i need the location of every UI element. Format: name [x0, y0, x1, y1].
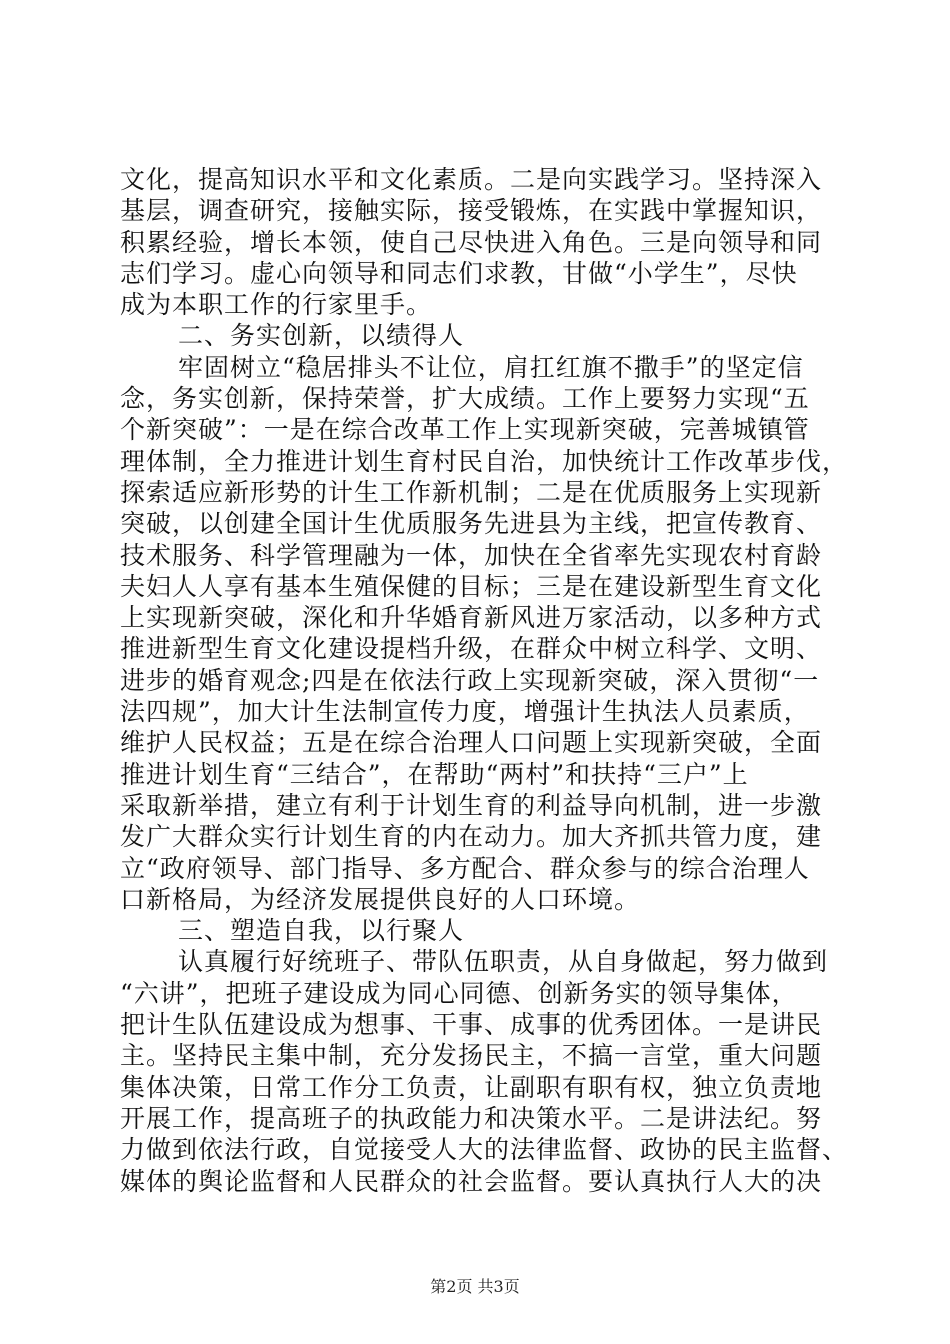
text-line: 立“政府领导、部门指导、多方配合、群众参与的综合治理人: [120, 853, 810, 883]
text-line: 发广大群众实行计划生育的内在动力。加大齐抓共管力度，建: [120, 822, 823, 852]
text-line: “六讲”，把班子建设成为同心同德、创新务实的领导集体，: [120, 978, 798, 1008]
text-line: 夫妇人人享有基本生殖保健的目标；三是在建设新型生育文化: [120, 571, 823, 601]
text-line: 志们学习。虚心向领导和同志们求教，甘做“小学生”，尽快: [120, 258, 798, 288]
text-line: 推进新型生育文化建设提档升级，在群众中树立科学、文明、: [120, 634, 823, 664]
text-line: 认真履行好统班子、带队伍职责，从自身做起，努力做到: [178, 947, 829, 977]
text-line: 开展工作，提高班子的执政能力和决策水平。二是讲法纪。努: [120, 1103, 823, 1133]
document-body: [120, 164, 849, 1197]
text-line: 个新突破”：一是在综合改革工作上实现新突破，完善城镇管: [120, 415, 810, 445]
text-line: 上实现新突破，深化和升华婚育新风进万家活动，以多种方式: [120, 603, 823, 633]
text-line: 媒体的舆论监督和人民群众的社会监督。要认真执行人大的决: [120, 1166, 823, 1196]
text-line: 基层，调查研究，接触实际，接受锻炼，在实践中掌握知识，: [120, 196, 823, 226]
text-line: 口新格局，为经济发展提供良好的人口环境。: [120, 884, 641, 914]
text-line: 进步的婚育观念;四是在依法行政上实现新突破，深入贯彻“一: [120, 665, 820, 695]
text-line: 理体制，全力推进计划生育村民自治，加快统计工作改革步伐，: [120, 446, 849, 476]
text-line: 念，务实创新，保持荣誉，扩大成绩。工作上要努力实现“五: [120, 384, 810, 414]
text-line: 积累经验，增长本领，使自己尽快进入角色。三是向领导和同: [120, 227, 823, 257]
text-line: 二、务实创新，以绩得人: [178, 321, 465, 351]
text-line: 三、塑造自我，以行聚人: [178, 916, 465, 946]
text-line: 牢固树立“稳居排头不让位，肩扛红旗不撒手”的坚定信: [178, 352, 804, 382]
text-line: 集体决策，日常工作分工负责，让副职有职有权，独立负责地: [120, 1072, 823, 1102]
text-line: 力做到依法行政，自觉接受人大的法律监督、政协的民主监督、: [120, 1135, 849, 1165]
text-line: 推进计划生育“三结合”，在帮助“两村”和扶持“三户”上: [120, 759, 749, 789]
text-line: 技术服务、科学管理融为一体，加快在全省率先实现农村育龄: [120, 540, 823, 570]
text-line: 采取新举措，建立有利于计划生育的利益导向机制，进一步激: [120, 790, 823, 820]
text-line: 文化，提高知识水平和文化素质。二是向实践学习。坚持深入: [120, 165, 823, 194]
text-line: 主。坚持民主集中制，充分发扬民主，不搞一言堂，重大问题: [120, 1041, 823, 1071]
text-line: 探索适应新形势的计生工作新机制；二是在优质服务上实现新: [120, 477, 823, 507]
text-line: 突破，以创建全国计生优质服务先进县为主线，把宣传教育、: [120, 509, 823, 539]
text-line: 法四规”，加大计生法制宣传力度，增强计生执法人员素质，: [120, 697, 810, 727]
page-footer: 第2页 共3页: [430, 1277, 520, 1296]
text-line: 把计生队伍建设成为想事、干事、成事的优秀团体。一是讲民: [120, 1010, 823, 1040]
text-line: 成为本职工作的行家里手。: [120, 290, 433, 320]
text-line: 维护人民权益；五是在综合治理人口问题上实现新突破，全面: [120, 728, 823, 758]
